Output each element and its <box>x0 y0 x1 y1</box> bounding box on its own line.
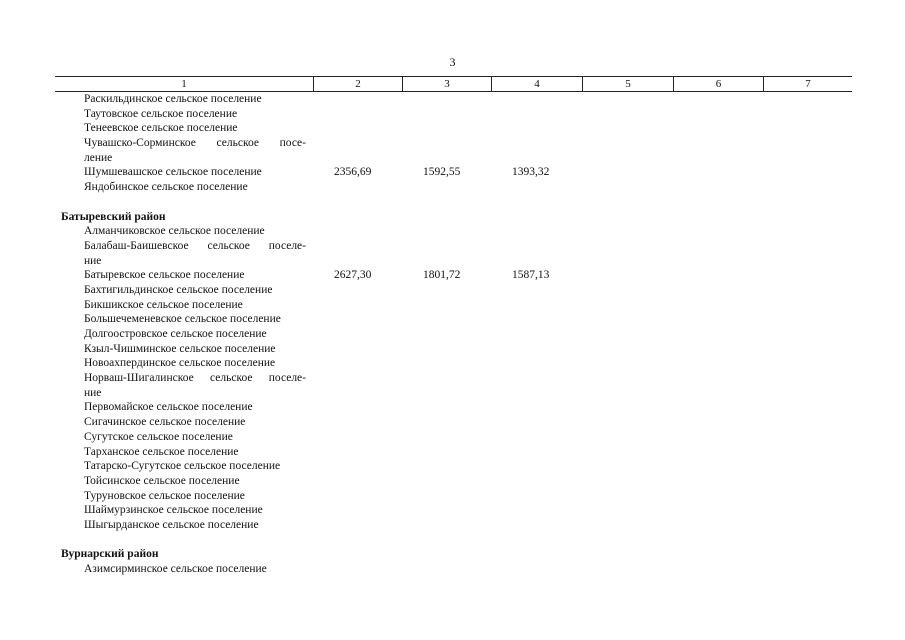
settlement-name: Тенеевское сельское поселение <box>84 122 238 135</box>
settlement-name: Большечеменевское сельское поселение <box>84 313 281 326</box>
table-row <box>55 312 852 327</box>
settlement-name: Шумшевашское сельское поселение <box>84 166 262 179</box>
value-column-2: 2356,69 <box>334 166 372 179</box>
settlement-name: Балабаш-Баишевское сельское поселе- <box>84 239 306 252</box>
table-row <box>55 356 852 371</box>
value-column-3: 1801,72 <box>423 269 461 282</box>
table-row <box>55 298 852 313</box>
spacer-row <box>55 533 852 548</box>
column-header-5: 5 <box>582 77 673 91</box>
table-row <box>55 415 852 430</box>
settlement-name: Туруновское сельское поселение <box>84 489 245 502</box>
table-row <box>55 224 852 239</box>
table-row <box>55 107 852 122</box>
table-row <box>55 268 852 283</box>
table-row <box>55 283 852 298</box>
settlement-name: Кзыл-Чишминское сельское поселение <box>84 342 276 355</box>
settlement-name: Батыревское сельское поселение <box>84 269 245 282</box>
column-header-4: 4 <box>491 77 582 91</box>
table-header-row <box>55 76 852 92</box>
table-row <box>55 151 852 166</box>
table-row <box>55 92 852 107</box>
table-row <box>55 518 852 533</box>
value-column-3: 1592,55 <box>423 166 461 179</box>
district-name: Батыревский район <box>61 210 166 223</box>
column-header-3: 3 <box>402 77 491 91</box>
settlement-name: Сигачинское сельское поселение <box>84 416 246 429</box>
value-column-4: 1393,32 <box>512 166 550 179</box>
table-row <box>55 489 852 504</box>
settlement-name: Долгоостровское сельское поселение <box>84 328 267 340</box>
settlement-name: ние <box>84 386 102 399</box>
settlement-name: ление <box>84 151 113 164</box>
settlement-name: Таутовское сельское поселение <box>84 107 238 120</box>
column-header-6: 6 <box>673 77 763 91</box>
settlement-name: Шаймурзинское сельское поселение <box>84 504 263 517</box>
table-row <box>55 562 852 577</box>
page-number: 3 <box>449 55 456 69</box>
settlement-name: Бахтигильдинское сельское поселение <box>84 283 273 296</box>
spacer-row <box>55 195 852 210</box>
table-row <box>55 386 852 401</box>
table-row <box>55 136 852 151</box>
district-heading-row <box>55 210 852 225</box>
settlement-name: Чувашско-Сорминское сельское посе- <box>84 137 306 150</box>
settlement-name: Шыгырданское сельское поселение <box>84 518 259 531</box>
table-row <box>55 371 852 386</box>
district-name: Вурнарский район <box>61 548 159 561</box>
settlement-name: Азимсирминское сельское поселение <box>84 563 267 575</box>
table-row <box>55 342 852 357</box>
settlement-name: Тойсинское сельское поселение <box>84 474 240 487</box>
column-header-2: 2 <box>313 77 402 91</box>
table-row <box>55 474 852 489</box>
settlement-name: ние <box>84 254 102 267</box>
settlement-name: Раскильдинское сельское поселение <box>84 93 262 105</box>
settlement-name: Сугутское сельское поселение <box>84 430 233 443</box>
table-row <box>55 165 852 180</box>
table-row <box>55 400 852 415</box>
settlement-name: Татарско-Сугутское сельское поселение <box>84 460 281 473</box>
table-row <box>55 121 852 136</box>
district-heading-row <box>55 547 852 562</box>
table-row <box>55 503 852 518</box>
settlement-name: Норваш-Шигалинское сельское поселе- <box>84 372 306 385</box>
table-body <box>55 92 852 577</box>
table-row <box>55 254 852 269</box>
settlement-name: Бикшикское сельское поселение <box>84 298 243 311</box>
table-row <box>55 239 852 254</box>
settlement-name: Первомайское сельское поселение <box>84 401 253 414</box>
column-header-7: 7 <box>763 77 852 91</box>
value-column-2: 2627,30 <box>334 269 372 282</box>
table-row <box>55 180 852 195</box>
table-row <box>55 430 852 445</box>
table-row <box>55 327 852 342</box>
settlement-name: Тарханское сельское поселение <box>84 445 239 458</box>
value-column-4: 1587,13 <box>512 269 550 282</box>
settlement-name: Яндобинское сельское поселение <box>84 181 248 194</box>
column-header-1: 1 <box>181 78 187 90</box>
settlement-name: Новоахпердинское сельское поселение <box>84 357 276 370</box>
table-row <box>55 459 852 474</box>
settlement-name: Алманчиковское сельское поселение <box>84 225 265 238</box>
table-row <box>55 445 852 460</box>
